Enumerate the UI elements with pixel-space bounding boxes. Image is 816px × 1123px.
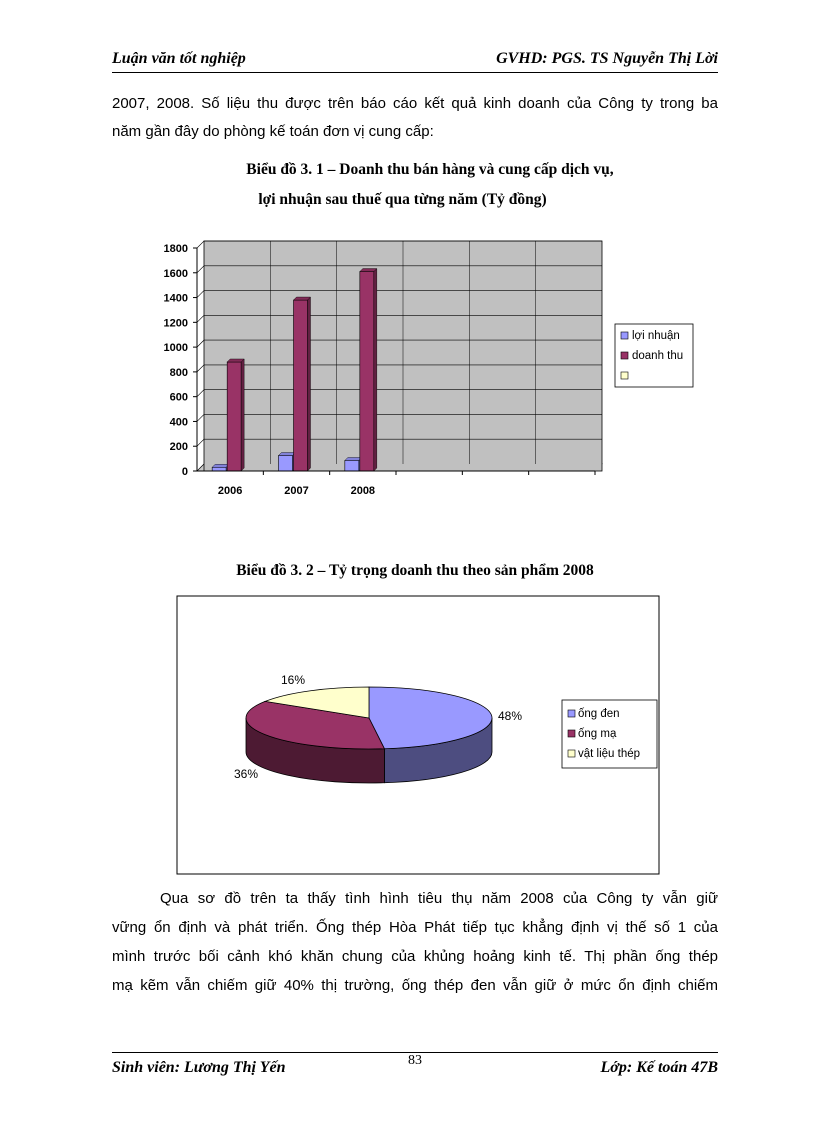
header-right: GVHD: PGS. TS Nguyễn Thị Lời <box>496 50 718 67</box>
bar-side <box>308 297 311 471</box>
bar <box>360 272 374 471</box>
y-tick-label: 800 <box>169 366 188 379</box>
legend-label: vật liệu thép <box>578 748 641 760</box>
pie-chart <box>176 595 662 877</box>
bar-top <box>227 359 244 362</box>
legend-swatch <box>568 750 575 757</box>
legend-swatch <box>621 372 628 379</box>
bar-top <box>345 457 362 460</box>
bar-top <box>279 453 296 456</box>
body-line: Qua sơ đồ trên ta thấy tình hình tiêu thụ năm 2008 của Công ty vẫn giữ <box>160 890 718 907</box>
body-line: mình trước bối cảnh khó khăn chung của khủng hoảng kinh tế. Thị phần ống thép <box>112 948 718 965</box>
bar <box>212 467 226 471</box>
pie-value-label: 48% <box>497 709 523 723</box>
bar-chart <box>150 230 710 510</box>
pie-legend <box>562 700 657 768</box>
footer-left: Sinh viên: Lương Thị Yến <box>112 1059 286 1076</box>
intro-paragraph <box>112 90 718 146</box>
header-left: Luận văn tốt nghiệp <box>112 50 246 67</box>
intro-line: 2007, 2008. Số liệu thu được trên báo cáo kết quả kinh doanh của Công ty trong ba <box>112 95 718 112</box>
x-tick-label: 2007 <box>284 485 309 497</box>
legend-swatch <box>621 332 628 339</box>
y-tick-label: 200 <box>169 441 188 454</box>
pie-slices <box>246 687 492 783</box>
bar <box>279 456 293 471</box>
y-tick-label: 1200 <box>163 317 188 330</box>
caption-line: Biểu đồ 3. 1 – Doanh thu bán hàng và cung cấp dịch vụ, <box>246 161 614 178</box>
y-tick-labels <box>164 243 188 478</box>
body-line: mạ kẽm vẫn chiếm giữ 40% thị trường, ống thép đen vẫn giữ ở mức ổn định chiếm <box>112 977 718 994</box>
y-tick-label: 1000 <box>163 342 188 355</box>
legend-swatch <box>568 730 575 737</box>
page-header <box>112 48 718 73</box>
bar <box>227 362 241 471</box>
y-tick-label: 1600 <box>163 267 188 280</box>
y-tick-label: 1400 <box>163 292 188 305</box>
body-line: vững ổn định và phát triển. Ống thép Hòa Phát tiếp tục khẳng định vị thế số 1 của <box>112 919 718 936</box>
x-tick-label: 2008 <box>350 485 376 497</box>
page-number: 83 <box>408 1053 422 1068</box>
legend-label: ống đen <box>578 708 620 720</box>
y-tick-label: 1800 <box>163 243 188 255</box>
legend-label: lợi nhuận <box>632 330 680 342</box>
pie-value-label: 16% <box>280 673 306 687</box>
legend-swatch <box>621 352 628 359</box>
x-tick-label: 2006 <box>217 485 243 497</box>
bar-top <box>360 269 377 272</box>
chart1-caption <box>112 155 718 215</box>
y-tick-label: 0 <box>181 466 188 478</box>
bar-side <box>374 269 377 471</box>
page-footer <box>112 1052 718 1083</box>
y-tick-label: 600 <box>169 391 188 404</box>
bar-side <box>241 359 244 471</box>
bar <box>345 460 359 471</box>
bar-legend <box>615 324 693 387</box>
intro-line: năm gần đây do phòng kế toán đơn vị cung cấp: <box>112 123 434 140</box>
bar-top <box>294 297 311 300</box>
caption-line: lợi nhuận sau thuế qua từng năm (Tỷ đồng) <box>258 191 547 208</box>
legend-label: doanh thu <box>632 350 684 362</box>
bar <box>294 300 308 471</box>
bar-top <box>212 464 229 467</box>
chart2-caption: Biểu đồ 3. 2 – Tỷ trọng doanh thu theo sản phẩm 2008 <box>236 562 594 579</box>
legend-label: ống mạ <box>578 728 617 740</box>
legend-swatch <box>568 710 575 717</box>
pie-value-label: 36% <box>233 767 259 781</box>
footer-right: Lớp: Kế toán 47B <box>600 1059 718 1076</box>
y-tick-label: 400 <box>169 416 188 429</box>
x-tick-labels <box>218 485 375 497</box>
body-paragraph <box>112 884 718 1000</box>
